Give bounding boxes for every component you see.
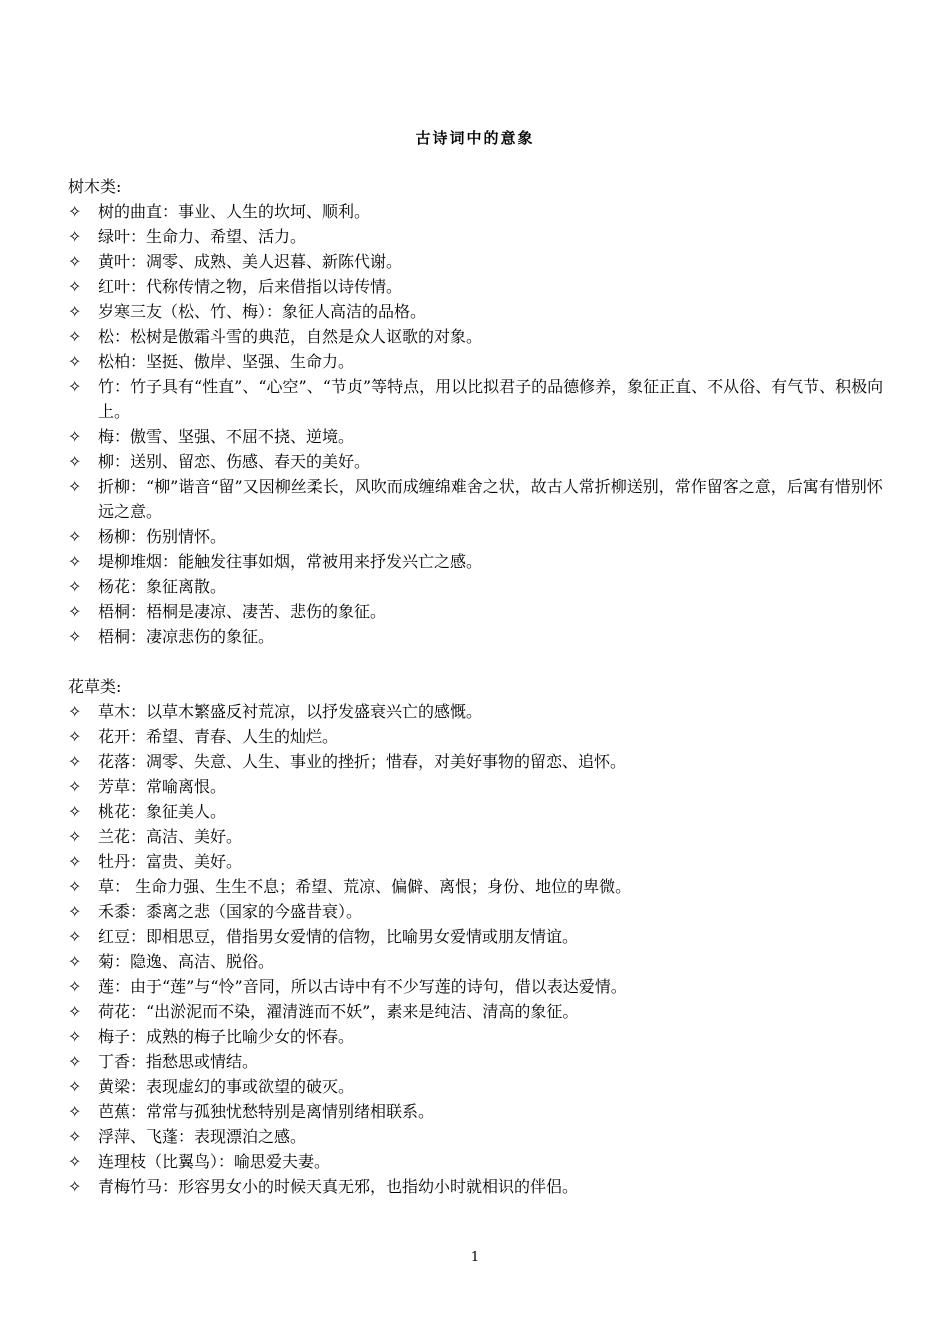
diamond-bullet-icon: ✧ (68, 627, 82, 646)
list-item-text: 杨花：象征离散。 (98, 577, 227, 596)
diamond-bullet-icon: ✧ (68, 752, 82, 771)
list-item (68, 1149, 888, 1174)
list-item (68, 1074, 888, 1099)
diamond-bullet-icon: ✧ (68, 427, 82, 446)
section-heading: 花草类: (68, 677, 122, 696)
list-item-text: 竹：竹子具有“性直”、“心空”、“节贞”等特点，用以比拟君子的品德修养，象征正直、不从俗、有气节、积极向上。 (98, 377, 884, 421)
list-item (68, 774, 888, 799)
list-item (68, 249, 888, 274)
list-item-text: 荷花：“出淤泥而不染，濯清涟而不妖”，素来是纯洁、清高的象征。 (98, 1002, 579, 1021)
section-flowers-grasses (68, 674, 888, 1199)
diamond-bullet-icon: ✧ (68, 527, 82, 546)
diamond-bullet-icon: ✧ (68, 227, 82, 246)
list-item-text: 松柏：坚挺、傲岸、坚强、生命力。 (98, 352, 355, 371)
list-item-text: 松：松树是傲霜斗雪的典范，自然是众人讴歌的对象。 (98, 327, 483, 346)
list-item (68, 1024, 888, 1049)
diamond-bullet-icon: ✧ (68, 777, 82, 796)
list-item (68, 424, 888, 449)
list-item (68, 549, 888, 574)
diamond-bullet-icon: ✧ (68, 477, 82, 496)
list-item (68, 974, 888, 999)
list-item-text: 桃花：象征美人。 (98, 802, 227, 821)
list-item (68, 699, 888, 724)
diamond-bullet-icon: ✧ (68, 827, 82, 846)
list-item (68, 324, 888, 349)
list-item-text: 黄梁：表现虚幻的事或欲望的破灭。 (98, 1077, 355, 1096)
list-item (68, 299, 888, 324)
diamond-bullet-icon: ✧ (68, 852, 82, 871)
list-item (68, 624, 888, 649)
list-item-text: 柳：送别、留恋、伤感、春天的美好。 (98, 452, 371, 471)
list-item-text: 红叶：代称传情之物，后来借指以诗传情。 (98, 277, 403, 296)
diamond-bullet-icon: ✧ (68, 1177, 82, 1196)
list-item-text: 芭蕉：常常与孤独忧愁特别是离情别绪相联系。 (98, 1102, 435, 1121)
diamond-bullet-icon: ✧ (68, 577, 82, 596)
diamond-bullet-icon: ✧ (68, 302, 82, 321)
page-number: 1 (470, 1250, 480, 1265)
list-item-text: 梧桐：凄凉悲伤的象征。 (98, 627, 275, 646)
list-item (68, 949, 888, 974)
list-item (68, 374, 888, 424)
diamond-bullet-icon: ✧ (68, 202, 82, 221)
diamond-bullet-icon: ✧ (68, 252, 82, 271)
list-item (68, 1124, 888, 1149)
list-item (68, 849, 888, 874)
list-item (68, 474, 888, 524)
list-item-text: 红豆：即相思豆，借指男女爱情的信物，比喻男女爱情或朋友情谊。 (98, 927, 579, 946)
list-item (68, 924, 888, 949)
list-item (68, 274, 888, 299)
diamond-bullet-icon: ✧ (68, 727, 82, 746)
list-item-text: 莲：由于“莲”与“怜”音同，所以古诗中有不少写莲的诗句，借以表达爱情。 (98, 977, 627, 996)
list-item (68, 1174, 888, 1199)
list-item-text: 丁香：指愁思或情结。 (98, 1052, 259, 1071)
list-item (68, 574, 888, 599)
list-item (68, 1049, 888, 1074)
section-spacer (68, 649, 888, 674)
list-item-text: 草木：以草木繁盛反衬荒凉，以抒发盛衰兴亡的感慨。 (98, 702, 483, 721)
list-item (68, 449, 888, 474)
list-item (68, 749, 888, 774)
list-item-text: 青梅竹马：形容男女小的时候天真无邪，也指幼小时就相识的伴侣。 (98, 1177, 579, 1196)
list-item-text: 草： 生命力强、生生不息；希望、荒凉、偏僻、离恨；身份、地位的卑微。 (98, 877, 632, 896)
list-item (68, 999, 888, 1024)
diamond-bullet-icon: ✧ (68, 1152, 82, 1171)
list-item (68, 724, 888, 749)
list-item-text: 牡丹：富贵、美好。 (98, 852, 243, 871)
list-item-text: 花开：希望、青春、人生的灿烂。 (98, 727, 339, 746)
list-item-text: 禾黍：黍离之悲（国家的今盛昔衰）。 (98, 902, 363, 921)
list-item-text: 梅：傲雪、坚强、不屈不挠、逆境。 (98, 427, 355, 446)
list-item (68, 824, 888, 849)
list-item (68, 524, 888, 549)
diamond-bullet-icon: ✧ (68, 952, 82, 971)
diamond-bullet-icon: ✧ (68, 1127, 82, 1146)
list-item (68, 899, 888, 924)
diamond-bullet-icon: ✧ (68, 1002, 82, 1021)
list-item-text: 兰花：高洁、美好。 (98, 827, 243, 846)
list-item (68, 1099, 888, 1124)
list-item-text: 绿叶：生命力、希望、活力。 (98, 227, 307, 246)
list-item-text: 杨柳：伤别情怀。 (98, 527, 227, 546)
diamond-bullet-icon: ✧ (68, 602, 82, 621)
list-item (68, 199, 888, 224)
diamond-bullet-icon: ✧ (68, 802, 82, 821)
diamond-bullet-icon: ✧ (68, 1027, 82, 1046)
diamond-bullet-icon: ✧ (68, 702, 82, 721)
list-item (68, 799, 888, 824)
diamond-bullet-icon: ✧ (68, 1077, 82, 1096)
diamond-bullet-icon: ✧ (68, 927, 82, 946)
diamond-bullet-icon: ✧ (68, 1102, 82, 1121)
diamond-bullet-icon: ✧ (68, 327, 82, 346)
diamond-bullet-icon: ✧ (68, 277, 82, 296)
sections-container (68, 174, 888, 1199)
document-title: 古诗词中的意象 (415, 129, 535, 147)
diamond-bullet-icon: ✧ (68, 877, 82, 896)
diamond-bullet-icon: ✧ (68, 1052, 82, 1071)
list-item (68, 224, 888, 249)
list-item-text: 连理枝（比翼鸟）：喻思爱夫妻。 (98, 1152, 331, 1171)
list-item-text: 芳草：常喻离恨。 (98, 777, 227, 796)
diamond-bullet-icon: ✧ (68, 977, 82, 996)
list-item-text: 梅子：成熟的梅子比喻少女的怀春。 (98, 1027, 355, 1046)
list-item-text: 折柳：“柳”谐音“留”又因柳丝柔长，风吹而成缠绵难舍之状，故古人常折柳送别，常作留客之意，后寓有惜别怀远之意。 (98, 477, 883, 521)
list-item-text: 花落：凋零、失意、人生、事业的挫折；惜春，对美好事物的留恋、追怀。 (98, 752, 627, 771)
diamond-bullet-icon: ✧ (68, 352, 82, 371)
section-heading: 树木类: (68, 177, 122, 196)
document-body (68, 174, 888, 1199)
list-item-text: 树的曲直：事业、人生的坎坷、顺利。 (98, 202, 371, 221)
diamond-bullet-icon: ✧ (68, 552, 82, 571)
diamond-bullet-icon: ✧ (68, 902, 82, 921)
list-item-text: 黄叶：凋零、成熟、美人迟暮、新陈代谢。 (98, 252, 403, 271)
section-trees (68, 174, 888, 649)
list-item-text: 岁寒三友（松、竹、梅）：象征人高洁的品格。 (98, 302, 427, 321)
list-item-text: 浮萍、飞蓬：表现漂泊之感。 (98, 1127, 307, 1146)
list-item-text: 菊：隐逸、高洁、脱俗。 (98, 952, 275, 971)
list-item (68, 349, 888, 374)
diamond-bullet-icon: ✧ (68, 377, 82, 396)
list-item (68, 874, 888, 899)
list-item-text: 梧桐：梧桐是凄凉、凄苦、悲伤的象征。 (98, 602, 387, 621)
list-item (68, 599, 888, 624)
diamond-bullet-icon: ✧ (68, 452, 82, 471)
list-item-text: 堤柳堆烟：能触发往事如烟，常被用来抒发兴亡之感。 (98, 552, 483, 571)
